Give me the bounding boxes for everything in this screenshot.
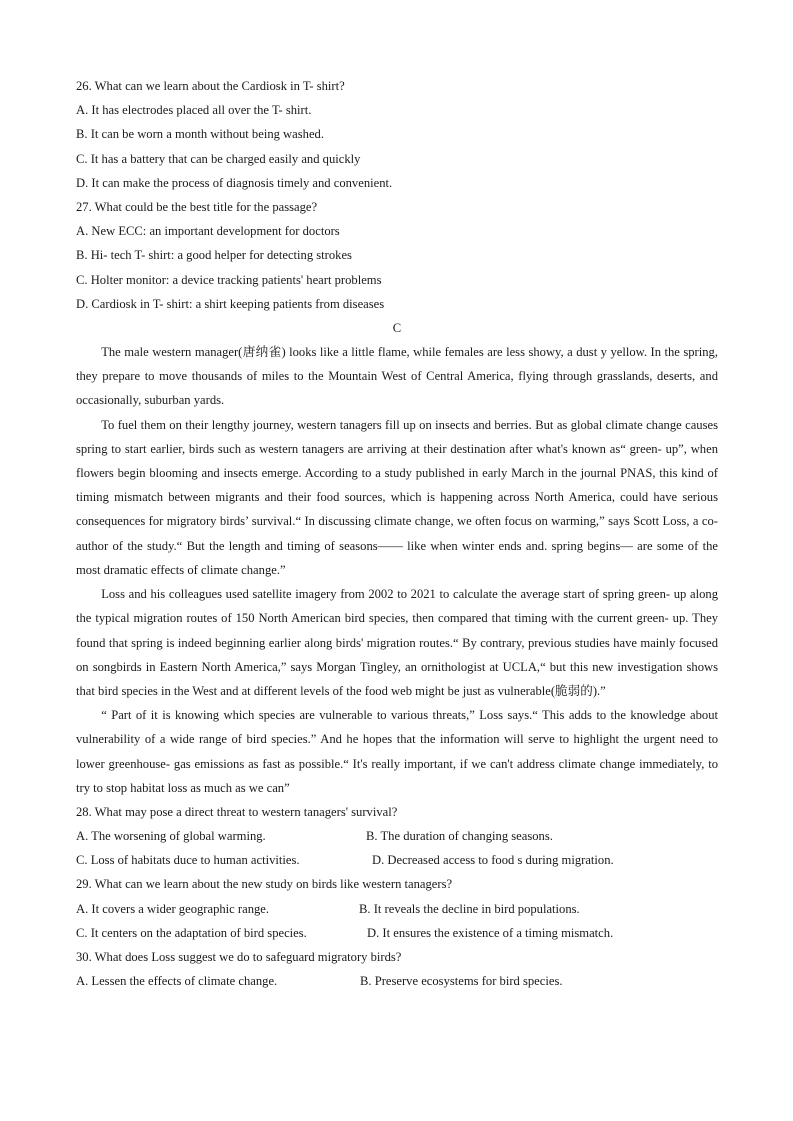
question-29-option-d: D. It ensures the existence of a timing mismatch.: [367, 925, 614, 940]
question-30-stem: 30. What does Loss suggest we do to safeguard migratory birds?: [76, 950, 402, 965]
question-29-option-a: A. It covers a wider geographic range.: [76, 901, 270, 916]
question-28-option-d: D. Decreased access to food s during migration.: [372, 853, 614, 868]
question-28-option-a: A. The worsening of global warming.: [76, 829, 266, 844]
question-29-row-1: [76, 897, 718, 921]
question-27-option-b: B. Hi- tech T- shirt: a good helper for detecting strokes: [76, 248, 352, 263]
question-30-row-1: [76, 969, 718, 993]
question-26-stem: 26. What can we learn about the Cardiosk in T- shirt?: [76, 79, 345, 93]
question-27-option-a: A. New ECC: an important development for doctors: [76, 224, 340, 239]
question-28-stem: 28. What may pose a direct threat to western tanagers' survival?: [76, 804, 398, 819]
question-26-option-c: C. It has a battery that can be charged easily and quickly: [76, 151, 361, 166]
question-28-option-c: C. Loss of habitats duce to human activities.: [76, 853, 300, 868]
question-30-option-b: B. Preserve ecosystems for bird species.: [360, 974, 563, 989]
passage-paragraph-2: To fuel them on their lengthy journey, western tanagers fill up on insects and berries. But as global climate change causes spring to start earlier, birds such as western tanagers are arriving at their destination after what's known as“ green- up”, when flowers begin blooming and insects emerge. According to a study published in early March in the journal PNAS, this kind of timing mismatch between migrants and their food sources, which is happening across North America, could have serious consequences for migratory birds’ survival.“ In discussing climate change, we often focus on warming,” says Scott Loss, a co- author of the study.“ But the length and timing of seasons—— like when winter ends and. spring begins— are some of the most dramatic effects of climate change.”: [76, 417, 718, 577]
question-29-option-b: B. It reveals the decline in bird populations.: [359, 901, 580, 916]
question-26-option-a: A. It has electrodes placed all over the T- shirt.: [76, 103, 312, 118]
question-27-option-d: D. Cardiosk in T- shirt: a shirt keeping patients from diseases: [76, 296, 385, 311]
passage-paragraph-4: “ Part of it is knowing which species are vulnerable to various threats,” Loss says.“ This adds to the knowledge about vulnerability of a wide range of bird species.” And he hopes that the information will serve to highlight the urgent need to lower greenhouse- gas emissions as fast as possible.“ It's really important, if we can't address climate change immediately, to try to stop habitat loss as much as we can”: [76, 708, 718, 795]
exam-page: [76, 74, 718, 993]
passage-paragraph-3: Loss and his colleagues used satellite imagery from 2002 to 2021 to calculate the average start of spring green- up along the typical migration routes of 150 North American bird species, then compared that timing with the current green- up. They found that spring is indeed beginning earlier along birds' migration routes.“ By contrary, previous studies have mainly focused on songbirds in Eastern North America,” says Morgan Tingley, an ornithologist at UCLA,“ but this new investigation shows that bird species in the West and at different levels of the food web might be just as vulnerable(脆弱的).”: [76, 587, 718, 698]
question-28-option-b: B. The duration of changing seasons.: [366, 829, 553, 844]
section-label: C: [392, 320, 402, 335]
passage-paragraph-1: The male western manager(唐纳雀) looks like a little flame, while females are less showy, a dust y yellow. In the spring, they prepare to move thousands of miles to the Mountain West of Central America, flying through grasslands, deserts, and occasionally, suburban yards.: [76, 345, 718, 408]
question-26-option-b: B. It can be worn a month without being washed.: [76, 127, 324, 142]
question-27-stem: 27. What could be the best title for the passage?: [76, 199, 318, 214]
question-29-option-c: C. It centers on the adaptation of bird species.: [76, 925, 307, 940]
question-26-option-d: D. It can make the process of diagnosis timely and convenient.: [76, 175, 393, 190]
question-30-option-a: A. Lessen the effects of climate change.: [76, 974, 278, 989]
question-28-row-2: [76, 848, 718, 872]
question-29-stem: 29. What can we learn about the new study on birds like western tanagers?: [76, 877, 453, 892]
question-27-option-c: C. Holter monitor: a device tracking patients' heart problems: [76, 272, 382, 287]
question-29-row-2: [76, 921, 718, 945]
question-28-row-1: [76, 824, 718, 848]
